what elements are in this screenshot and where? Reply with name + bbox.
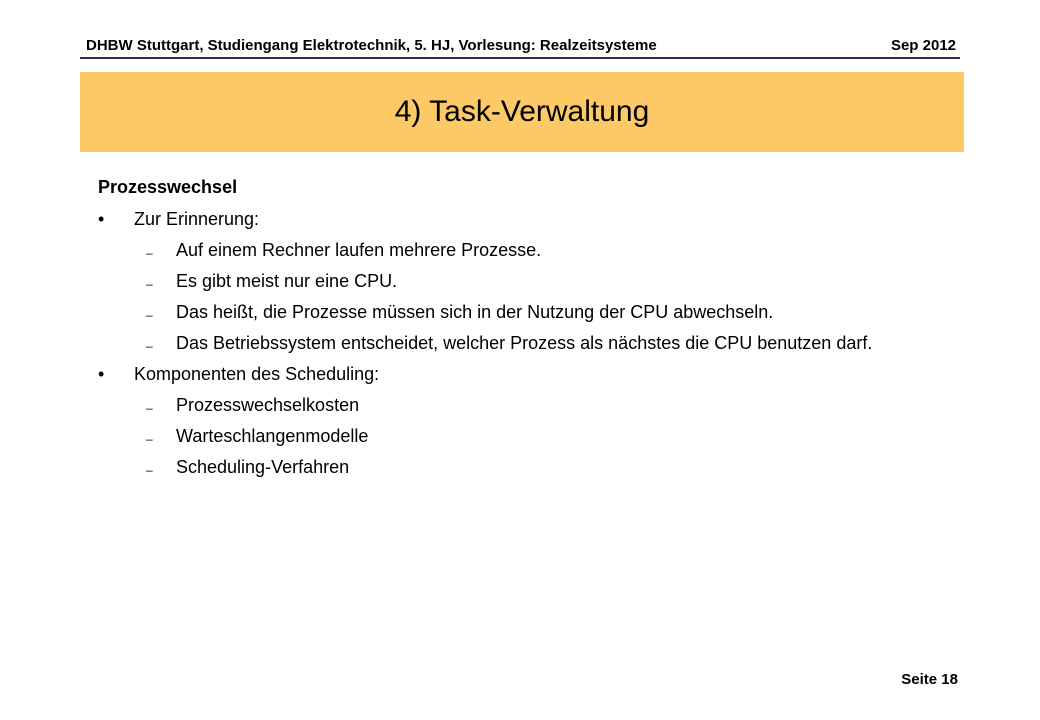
sub-marker: – [146, 277, 153, 291]
page-number: Seite 18 [901, 671, 958, 688]
section-heading: Prozesswechsel [98, 177, 238, 197]
bullet-marker: • [98, 364, 105, 384]
header-course-info: DHBW Stuttgart, Studiengang Elektrotechnik, 5. HJ, Vorlesung: Realzeitsysteme [86, 37, 657, 54]
sub-marker: – [146, 339, 153, 353]
sub-item [134, 239, 960, 261]
sub-item [134, 301, 960, 323]
bullet-marker: • [98, 209, 105, 229]
sub-marker: – [146, 401, 153, 415]
sub-item-text: Scheduling-Verfahren [176, 457, 350, 477]
sub-item [134, 270, 960, 292]
sub-item [134, 332, 960, 354]
sub-item-text: Das Betriebssystem entscheidet, welcher Prozess als nächstes die CPU benutzen darf. [176, 333, 873, 353]
slide-content [98, 176, 960, 487]
sub-item [134, 394, 960, 416]
header-date: Sep 2012 [890, 37, 956, 54]
sub-item-text: Prozesswechselkosten [176, 395, 360, 415]
bullet-text: Zur Erinnerung: [134, 209, 260, 229]
sub-list [134, 239, 960, 354]
sub-item-text: Das heißt, die Prozesse müssen sich in der Nutzung der CPU abwechseln. [176, 302, 774, 322]
sub-item-text: Warteschlangenmodelle [176, 426, 369, 446]
sub-marker: – [146, 463, 153, 477]
title-bar [80, 72, 964, 152]
sub-marker: – [146, 432, 153, 446]
bullet-item [98, 363, 960, 478]
slide-title: 4) Task-Verwaltung [394, 95, 650, 128]
sub-item-text: Auf einem Rechner laufen mehrere Prozesse. [176, 240, 542, 260]
sub-item-text: Es gibt meist nur eine CPU. [176, 271, 398, 291]
sub-list [134, 394, 960, 478]
header-divider [80, 57, 960, 59]
sub-marker: – [146, 246, 153, 260]
sub-marker: – [146, 308, 153, 322]
bullet-text: Komponenten des Scheduling: [134, 364, 380, 384]
bullet-item [98, 208, 960, 354]
sub-item [134, 456, 960, 478]
sub-item [134, 425, 960, 447]
